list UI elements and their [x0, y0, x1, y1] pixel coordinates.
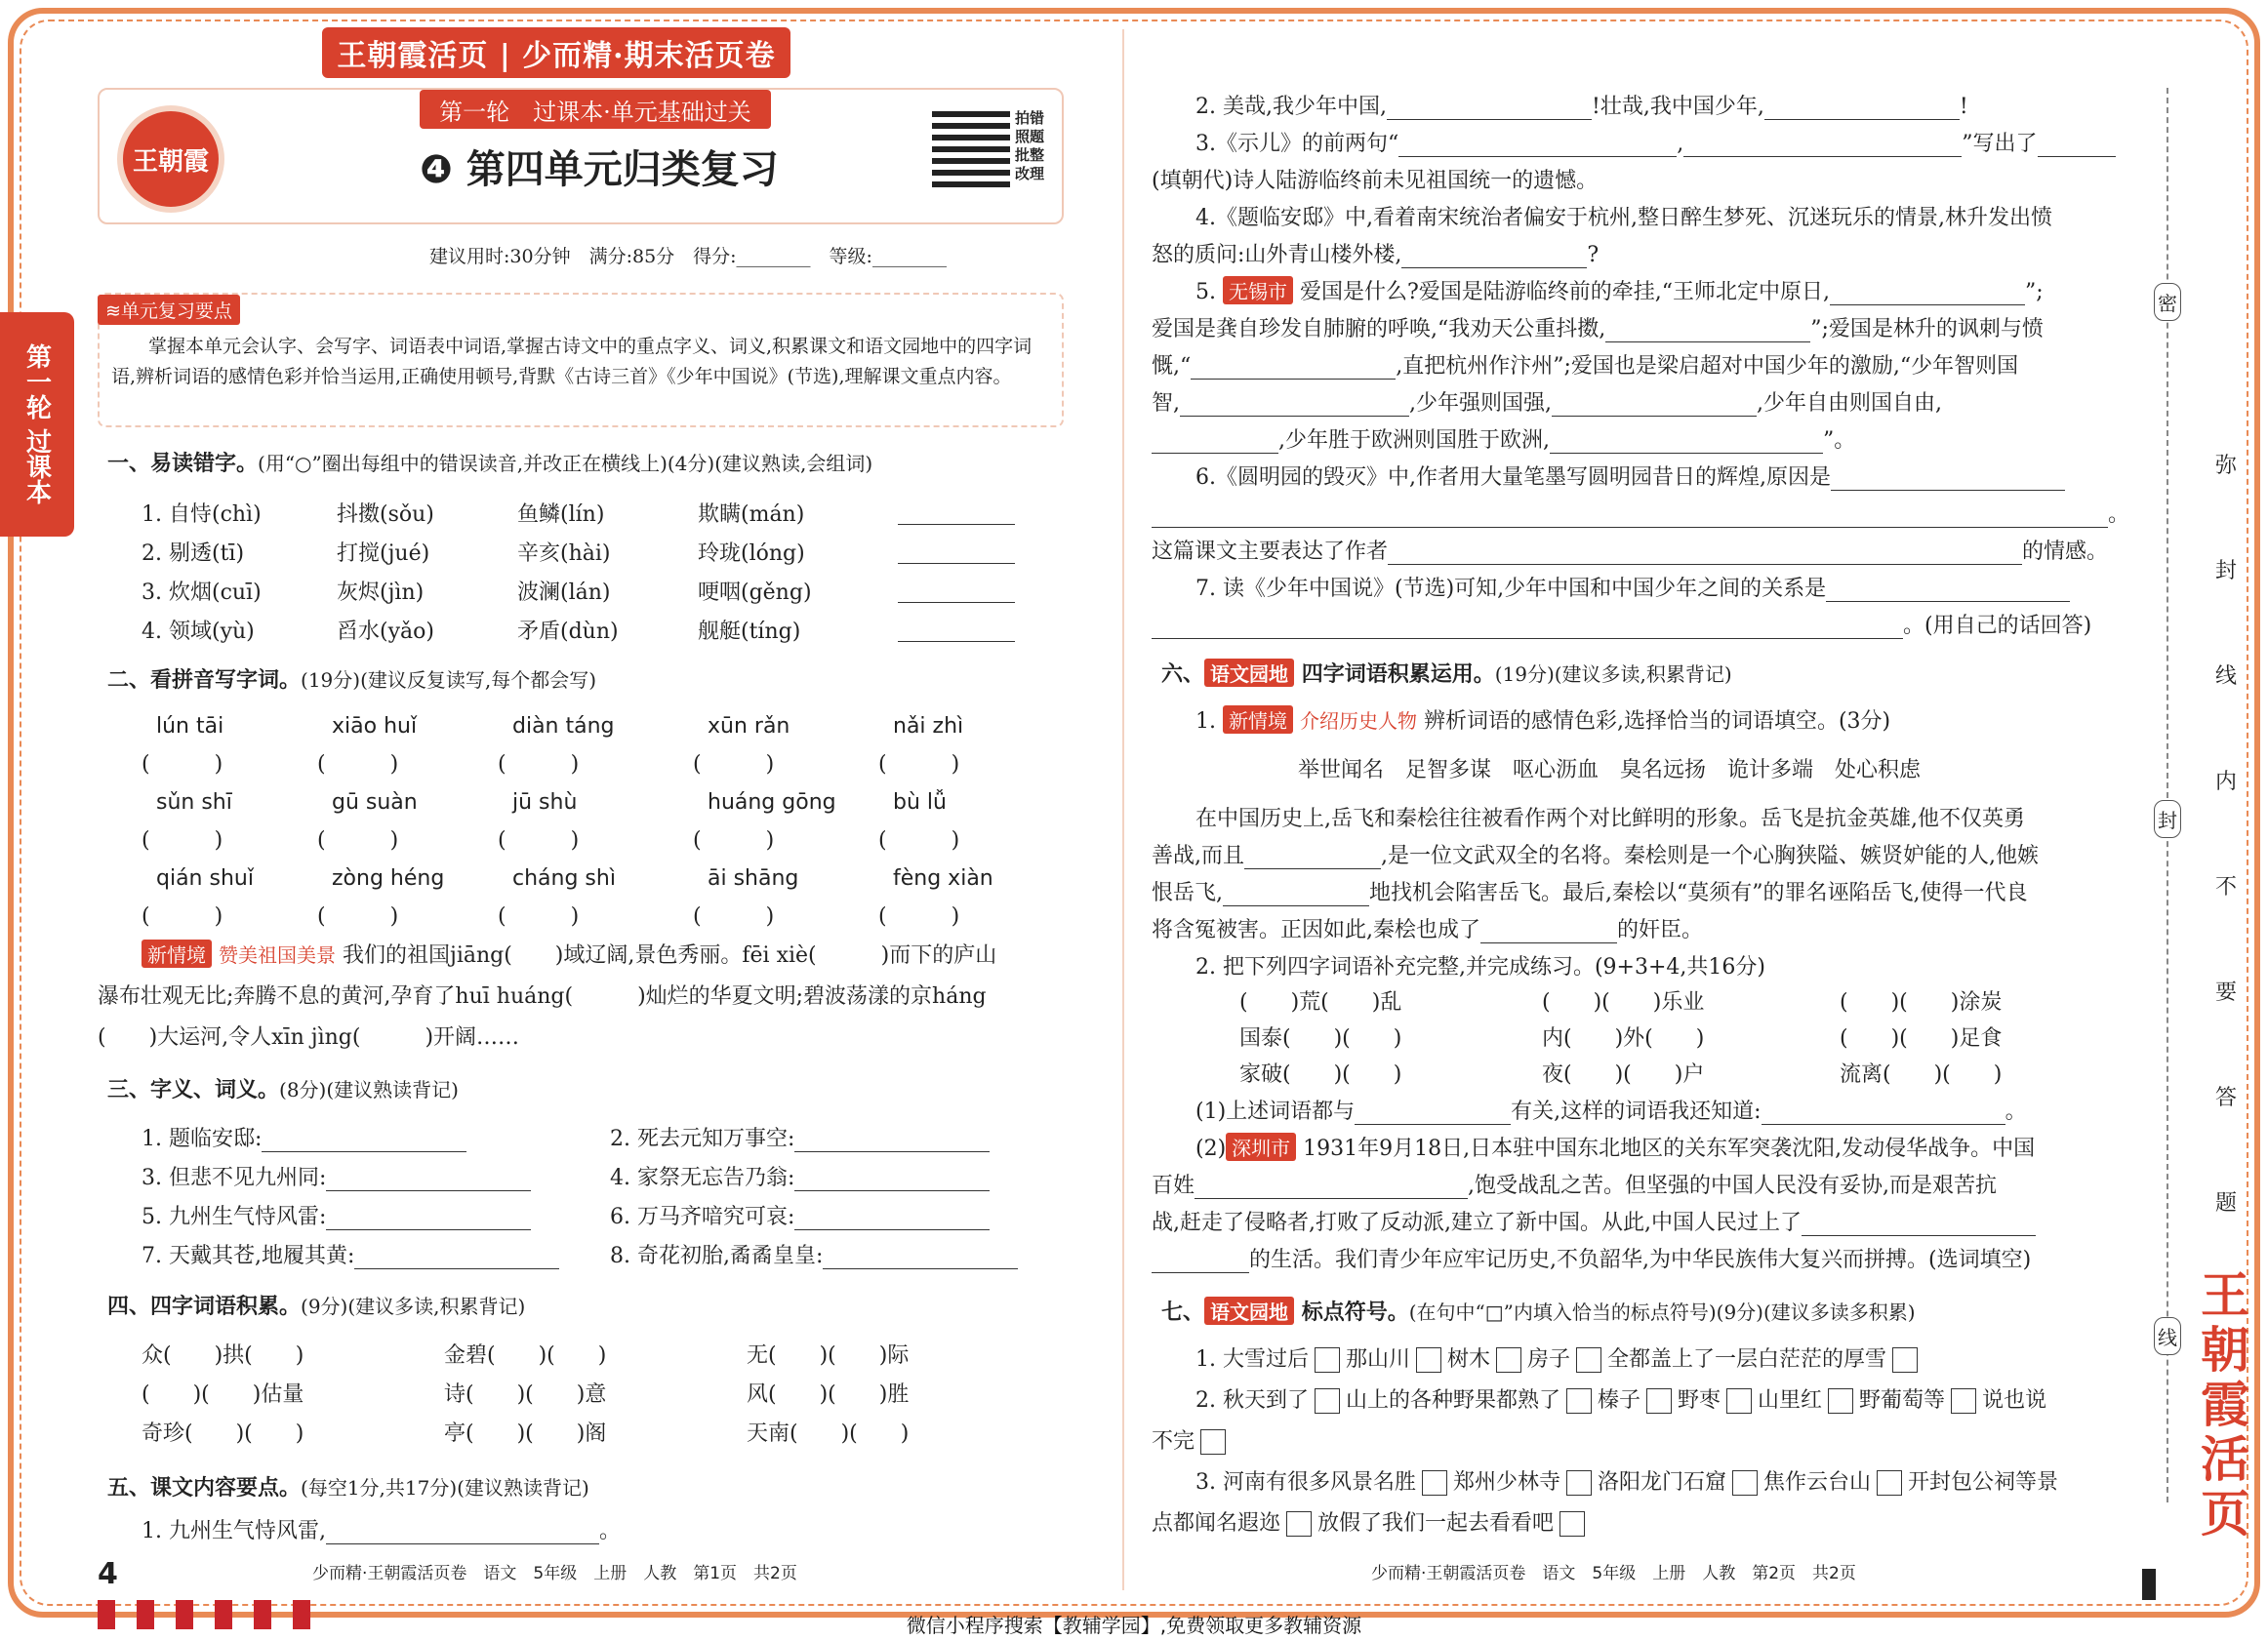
s3-item: 2. 死去元知万事空:	[610, 1122, 990, 1152]
seal-char: 要	[2215, 981, 2238, 1005]
pinyin-label: āi shāng	[708, 866, 799, 891]
s5-q5d: 智, ,少年强则国强, ,少年自由则国自由,	[1152, 391, 1942, 416]
s1-word: 舰艇(tíng)	[698, 620, 801, 644]
round-ribbon: 第一轮 过课本·单元基础过关	[420, 90, 771, 129]
pinyin-answer-box: ( )	[693, 828, 775, 853]
brand-vertical: 王朝霞活页	[2201, 1266, 2249, 1542]
answer-blank	[898, 576, 1015, 603]
section-2-heading: 二、看拼音写字词。(19分)(建议反复读写,每个都会写)	[107, 668, 597, 693]
pinyin-label: nǎi zhì	[893, 714, 964, 739]
section-7-heading: 七、 语文园地 标点符号。(在句中“□”内填入恰当的标点符号)(9分)(建议多读多积累)	[1161, 1296, 1916, 1326]
punctuation-box[interactable]	[1286, 1511, 1312, 1537]
punctuation-box[interactable]	[1726, 1388, 1752, 1414]
punctuation-box[interactable]	[1732, 1470, 1758, 1496]
punctuation-box[interactable]	[1576, 1347, 1601, 1373]
s6-grid-item: 流离( )( )	[1840, 1062, 2003, 1087]
punctuation-box[interactable]	[1200, 1429, 1226, 1455]
pinyin-label: zòng héng	[332, 866, 445, 891]
s1-word: 波澜(lán)	[517, 580, 611, 605]
s6-sub1: (1)上述词语都与 有关,这样的词语我还知道: 。	[1195, 1100, 2027, 1124]
seal-char: 弥	[2215, 454, 2238, 478]
s6-grid-item: 国泰( )( )	[1239, 1026, 1402, 1051]
section-5-heading: 五、课文内容要点。(每空1分,共17分)(建议熟读背记)	[107, 1476, 589, 1501]
seal-char: 不	[2215, 875, 2238, 900]
s7-line-3: 3. 河南有很多风景名胜 郑州少林寺 洛阳龙门石窟 焦作云台山 开封包公祠等景	[1195, 1470, 2059, 1495]
page-title: ❹ 第四单元归类复习	[420, 147, 779, 192]
bottom-note: 微信小程序搜索【教辅学园】,免费领取更多教辅资源	[906, 1614, 1362, 1637]
pinyin-label: huáng gōng	[708, 790, 836, 815]
footer-right: 少而精·王朝霞活页卷 语文 5年级 上册 人教 第2页 共2页	[1371, 1564, 1856, 1583]
s6-sub2d: 的生活。我们青少年应牢记历史,不负韶华,为中华民族伟大复兴而拼搏。(选词填空)	[1152, 1243, 2031, 1273]
s5-q1: 1. 九州生气恃风雷, 。	[142, 1519, 621, 1543]
pinyin-answer-box: ( )	[498, 752, 580, 777]
s1-word: 欺瞒(mán)	[698, 502, 805, 527]
punctuation-box[interactable]	[1496, 1347, 1521, 1373]
pinyin-answer-box: ( )	[498, 904, 580, 929]
s7-line-3b: 点都闻名遐迩 放假了我们一起去看看吧	[1152, 1506, 1591, 1537]
s6-grid-item: 夜( )( )户	[1542, 1062, 1705, 1087]
pinyin-answer-box: ( )	[498, 828, 580, 853]
pinyin-answer-box: ( )	[878, 752, 960, 777]
pinyin-label: diàn táng	[512, 714, 615, 739]
pinyin-answer-box: ( )	[142, 904, 223, 929]
s6-q2: 2. 把下列四字词语补充完整,并完成练习。(9+3+4,共16分)	[1195, 955, 1765, 980]
s1-word: 灰烬(jìn)	[337, 580, 425, 605]
s4-word: 众( )拱( )	[142, 1343, 304, 1368]
seal-char: 内	[2215, 770, 2238, 794]
section-2-para-3: ( )大运河,令人xīn jìng( )开阔……	[98, 1025, 520, 1050]
punctuation-box[interactable]	[1315, 1388, 1340, 1414]
pinyin-label: sǔn shī	[156, 790, 232, 815]
s5-q6: 6.《圆明园的毁灭》中,作者用大量笔墨写圆明园昔日的辉煌,原因是	[1195, 460, 2065, 491]
section-6-heading: 六、 语文园地 四字词语积累运用。(19分)(建议多读,积累背记)	[1161, 658, 1732, 688]
s5-q5e: ,少年胜于欧洲则国胜于欧洲, ”。	[1152, 423, 1855, 454]
pinyin-answer-box: ( )	[878, 828, 960, 853]
seal-mark: 封	[2154, 800, 2181, 838]
s5-q6b: 这篇课文主要表达了作者 的情感。	[1152, 540, 2109, 564]
s6-grid-item: ( )( )足食	[1840, 1026, 2003, 1051]
s3-item: 6. 万马齐喑究可哀:	[610, 1200, 990, 1230]
pinyin-label: xūn rǎn	[708, 714, 790, 739]
pinyin-answer-box: ( )	[142, 752, 223, 777]
s5-q2: 2. 美哉,我少年中国, !壮哉,我中国少年, !	[1195, 95, 1968, 119]
section-2-para-1: 新情境 赞美祖国美景 我们的祖国jiāng( )域辽阔,景色秀丽。fēi xiè( )而下的庐山	[142, 939, 996, 969]
s4-word: 奇珍( )( )	[142, 1421, 304, 1446]
exam-meta: 建议用时:30分钟 满分:85分 得分:________ 等级:________	[429, 246, 947, 267]
s5-q7-line: 。(用自己的话回答)	[1152, 609, 2091, 639]
s6-grid-item: ( )( )涂炭	[1840, 990, 2003, 1015]
s1-word: 矛盾(dùn)	[517, 620, 619, 644]
summary-tag: ≋单元复习要点	[98, 295, 240, 325]
s6-p3: 恨岳飞, 地找机会陷害岳飞。最后,秦桧以“莫须有”的罪名诬陷岳飞,使得一代良	[1152, 881, 2028, 905]
pinyin-answer-box: ( )	[693, 752, 775, 777]
s6-grid-item: 家破( )( )	[1239, 1062, 1402, 1087]
punctuation-box[interactable]	[1828, 1388, 1853, 1414]
page-number: 4	[98, 1557, 118, 1591]
logo: 王朝霞	[117, 105, 224, 213]
pinyin-label: jū shù	[512, 790, 578, 815]
pinyin-answer-box: ( )	[693, 904, 775, 929]
qr-label: 拍错照题批整改理	[1015, 109, 1045, 182]
pinyin-answer-box: ( )	[878, 904, 960, 929]
pinyin-answer-box: ( )	[142, 828, 223, 853]
punctuation-box[interactable]	[1559, 1511, 1585, 1537]
s1-word: 鱼鳞(lín)	[517, 502, 605, 527]
s5-q4b: 怒的质问:山外青山楼外楼, ?	[1152, 243, 1600, 267]
summary-box	[98, 293, 1064, 427]
s1-word: 辛亥(hài)	[517, 541, 611, 566]
pinyin-answer-box: ( )	[317, 904, 399, 929]
pinyin-label: gū suàn	[332, 790, 418, 815]
seal-char: 答	[2215, 1086, 2238, 1110]
s4-word: 风( )( )胜	[747, 1382, 910, 1407]
s1-word: 舀水(yǎo)	[337, 620, 434, 644]
s4-word: ( )( )估量	[142, 1382, 304, 1407]
s7-line-1: 1. 大雪过后 那山川 树木 房子 全都盖上了一层白茫茫的厚雪	[1195, 1342, 1924, 1373]
pinyin-label: bù lǚ	[893, 790, 947, 815]
seal-char: 封	[2215, 559, 2238, 583]
s6-q1: 1. 新情境 介绍历史人物 辨析词语的感情色彩,选择恰当的词语填空。(3分)	[1195, 704, 1890, 735]
qr-code-icon	[932, 109, 1010, 187]
s6-sub2b: 百姓 ,饱受战乱之苦。但坚强的中国人民没有妥协,而是艰苦抗	[1152, 1174, 1998, 1198]
seal-mark: 线	[2154, 1317, 2181, 1355]
s6-sub2c: 战,赶走了侵略者,打败了反动派,建立了新中国。从此,中国人民过上了	[1152, 1206, 2036, 1236]
s3-item: 5. 九州生气恃风雷:	[142, 1200, 531, 1230]
s1-word: 3. 炊烟(cuī)	[142, 580, 262, 605]
seal-char: 题	[2215, 1191, 2238, 1216]
s5-q5: 5. 无锡市 爱国是什么?爱国是陆游临终前的牵挂,“王师北定中原日, ”;	[1195, 275, 2044, 305]
section-2-para-2: 瀑布壮观无比;奔腾不息的黄河,孕育了huī huáng( )灿烂的华夏文明;碧波荡漾的京háng	[98, 984, 987, 1009]
s1-word: 2. 剔透(tī)	[142, 541, 245, 566]
answer-blank	[898, 615, 1015, 642]
pinyin-label: cháng shì	[512, 866, 616, 891]
pinyin-label: qián shuǐ	[156, 866, 254, 891]
s4-word: 诗( )( )意	[444, 1382, 607, 1407]
s6-sub2: (2) 深圳市 1931年9月18日,日本驻中国东北地区的关东军突袭沈阳,发动侵华战争。中国	[1195, 1132, 2035, 1162]
s5-q6-line: 。	[1152, 498, 2129, 528]
s1-word: 1. 自恃(chì)	[142, 502, 262, 527]
s3-item: 4. 家祭无忘告乃翁:	[610, 1161, 990, 1191]
summary-text: 掌握本单元会认字、会写字、词语表中词语,掌握古诗文中的重点字义、词义,积累课文和语文园地中的四字词语,辨析词语的感情色彩并恰当运用,正确使用顿号,背默《古诗三首》《少年中国说》(节选),理解课文重点内容。	[111, 336, 1033, 387]
punctuation-box[interactable]	[1416, 1347, 1441, 1373]
s6-p4: 将含冤被害。正因如此,秦桧也成了 的奸臣。	[1152, 918, 1704, 942]
pinyin-label: xiāo huǐ	[332, 714, 418, 739]
pinyin-label: fèng xiàn	[893, 866, 993, 891]
pinyin-label: lún tāi	[156, 714, 224, 739]
section-3-heading: 三、字义、词义。(8分)(建议熟读背记)	[107, 1078, 459, 1102]
s6-p2: 善战,而且 ,是一位文武双全的名将。秦桧则是一个心胸狭隘、嫉贤妒能的人,他嫉	[1152, 844, 2039, 868]
s5-q4: 4.《题临安邸》中,看着南宋统治者偏安于杭州,整日醉生梦死、沉迷玩乐的情景,林升发出愤	[1195, 206, 2052, 230]
seal-mark: 密	[2154, 283, 2181, 321]
s1-word: 4. 领域(yù)	[142, 620, 255, 644]
answer-blank	[898, 498, 1015, 525]
punctuation-box[interactable]	[1566, 1388, 1592, 1414]
s3-item: 8. 奇花初胎,矞矞皇皇:	[610, 1239, 1018, 1269]
s5-q3b: (填朝代)诗人陆游临终前未见祖国统一的遗憾。	[1152, 169, 1599, 193]
s6-grid-item: ( )( )乐业	[1542, 990, 1705, 1015]
side-tab: 第一轮 过课本	[0, 312, 74, 537]
s6-word-bank: 举世闻名 足智多谋 呕心沥血 臭名远扬 诡计多端 处心积虑	[1298, 758, 1922, 782]
s3-item: 3. 但悲不见九州同:	[142, 1161, 531, 1191]
answer-blank	[898, 537, 1015, 564]
pinyin-answer-box: ( )	[317, 752, 399, 777]
seal-char: 线	[2215, 664, 2238, 689]
punctuation-box[interactable]	[1892, 1347, 1918, 1373]
punctuation-box[interactable]	[1951, 1388, 1976, 1414]
s6-p1: 在中国历史上,岳飞和秦桧往往被看作两个对比鲜明的形象。岳飞是抗金英雄,他不仅英勇	[1195, 807, 2025, 831]
section-1-heading: 一、易读错字。(用“○”圈出每组中的错误读音,并改正在横线上)(4分)(建议熟读,会组词)	[107, 452, 873, 476]
s7-line-2: 2. 秋天到了 山上的各种野果都熟了 榛子 野枣 山里红 野葡萄等 说也说	[1195, 1388, 2047, 1413]
s4-word: 亭( )( )阁	[444, 1421, 607, 1446]
punctuation-box[interactable]	[1877, 1470, 1902, 1496]
s5-q5c: 慨,“ ,直把杭州作汴州”;爱国也是梁启超对中国少年的激励,“少年智则国	[1152, 354, 2019, 379]
s4-word: 天南( )( )	[747, 1421, 910, 1446]
s4-word: 金碧( )( )	[444, 1343, 607, 1368]
punctuation-box[interactable]	[1422, 1470, 1447, 1496]
s7-line-2b: 不完	[1152, 1424, 1232, 1455]
s1-word: 抖擞(sǒu)	[337, 502, 434, 527]
s5-q5b: 爱国是龚自珍发自肺腑的呼唤,“我劝天公重抖擞, ”;爱国是林升的讽刺与愤	[1152, 317, 2044, 341]
s4-word: 无( )( )际	[747, 1343, 910, 1368]
s6-grid-item: ( )荒( )乱	[1239, 990, 1402, 1015]
s3-item: 7. 天戴其苍,地履其黄:	[142, 1239, 559, 1269]
punctuation-box[interactable]	[1646, 1388, 1672, 1414]
s3-item: 1. 题临安邸:	[142, 1122, 466, 1152]
s1-word: 哽咽(gěng)	[698, 580, 812, 605]
s5-q3: 3.《示儿》的前两句“ , ”写出了	[1195, 127, 2116, 157]
s1-word: 玲珑(lóng)	[698, 541, 805, 566]
punctuation-box[interactable]	[1315, 1347, 1340, 1373]
pinyin-answer-box: ( )	[317, 828, 399, 853]
page-divider	[1122, 29, 1124, 1590]
punctuation-box[interactable]	[1566, 1470, 1592, 1496]
brand-banner: 王朝霞活页 | 少而精·期末活页卷	[322, 27, 790, 78]
footer-left: 少而精·王朝霞活页卷 语文 5年级 上册 人教 第1页 共2页	[312, 1564, 797, 1583]
s6-grid-item: 内( )外( )	[1542, 1026, 1705, 1051]
s5-q7: 7. 读《少年中国说》(节选)可知,少年中国和中国少年之间的关系是	[1195, 572, 2070, 602]
section-4-heading: 四、四字词语积累。(9分)(建议多读,积累背记)	[107, 1295, 526, 1319]
s1-word: 打搅(jué)	[337, 541, 430, 566]
corner-mark	[2142, 1569, 2156, 1600]
